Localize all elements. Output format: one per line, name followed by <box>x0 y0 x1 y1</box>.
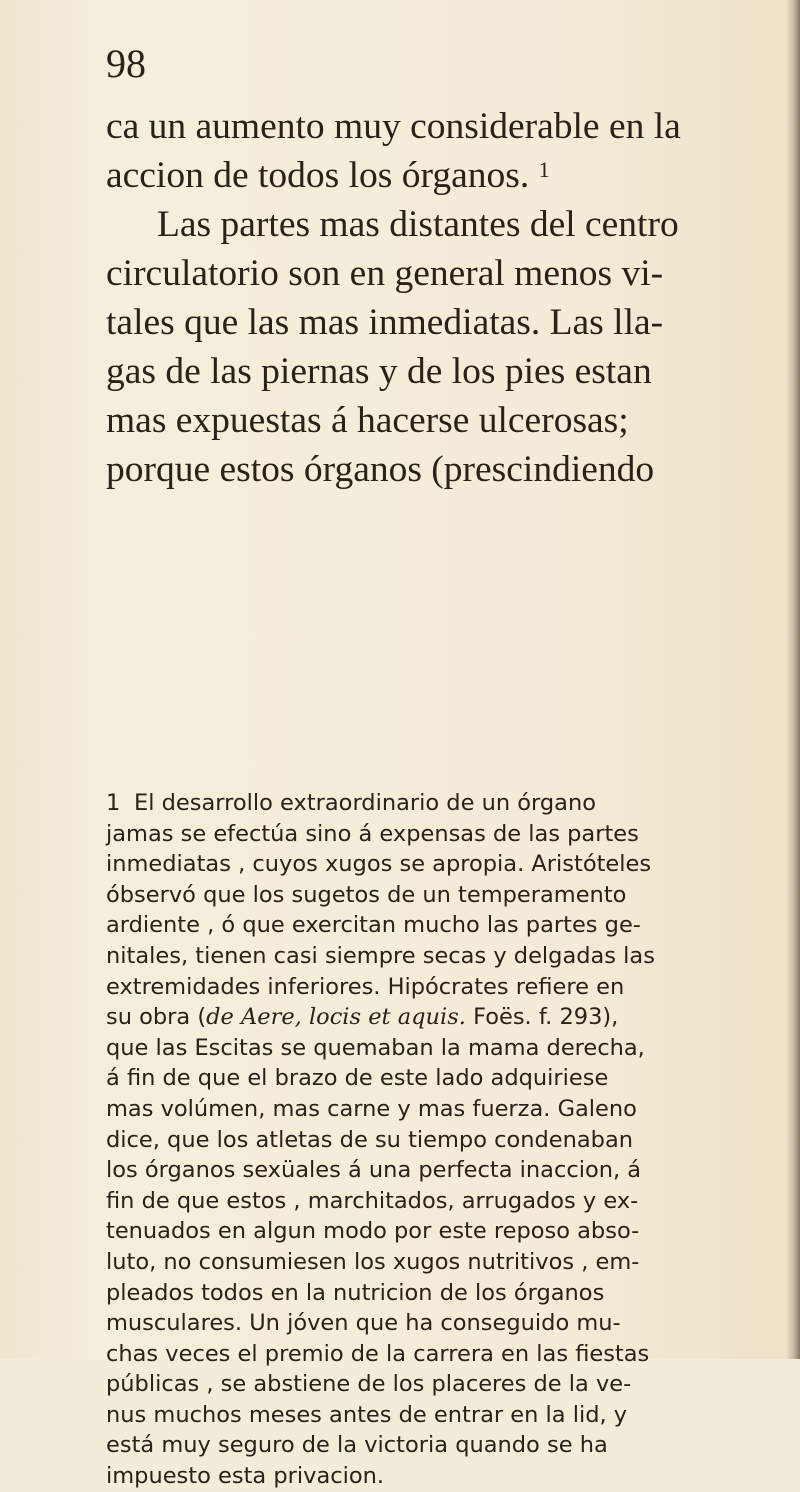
footnote-line <box>106 1002 766 1033</box>
main-text-line: ca un aumento muy considerable en la <box>106 106 681 147</box>
footnote-reference: 1 <box>538 157 550 182</box>
main-text-line: Las partes mas distantes del centro <box>157 204 679 245</box>
main-text-line: mas expuestas á hacerse ulcerosas; <box>106 400 629 441</box>
main-text-line: tales que las mas inmediatas. Las lla- <box>106 302 664 343</box>
footnote-line: á fin de que el brazo de este lado adquiriese <box>106 1065 609 1092</box>
footnote-line: chas veces el premio de la carrera en las fiestas <box>106 1340 650 1367</box>
footnote-line: inmediatas , cuyos xugos se apropia. Aristóteles <box>106 851 652 878</box>
footnote-line: mas volúmen, mas carne y mas fuerza. Galeno <box>106 1095 637 1122</box>
footnote-marker: 1 <box>106 790 121 816</box>
footnote-line <box>106 788 766 819</box>
footnote-line: públicas , se abstiene de los placeres de la ve- <box>106 1371 632 1398</box>
footnote-line-content: El desarrollo extraordinario de un órgano <box>134 790 596 816</box>
footnote-line: está muy seguro de la victoria quando se ha <box>106 1432 608 1459</box>
main-text-block <box>106 102 756 494</box>
footnote-line-content: su obra ( <box>106 1004 207 1031</box>
footnote-line: nus muchos meses antes de entrar en la lid, y <box>106 1401 628 1428</box>
page-edge-shadow <box>786 0 800 1359</box>
footnote-line: óbservó que los sugetos de un temperamento <box>106 881 627 908</box>
footnote-line: pleados todos en la nutricion de los órganos <box>106 1279 605 1306</box>
main-text-line-content: accion de todos los órganos. <box>106 155 530 196</box>
footnote-line: musculares. Un jóven que ha conseguido mu- <box>106 1310 621 1337</box>
footnote-line: nitales, tienen casi siempre secas y delgadas las <box>106 942 655 969</box>
footnote-line: jamas se efectúa sino á expensas de las partes <box>106 820 639 847</box>
main-text-line: circulatorio son en general menos vi- <box>106 253 664 294</box>
footnote-line: extremidades inferiores. Hipócrates refiere en <box>106 973 625 1000</box>
footnote-line: impuesto esta privacion. <box>106 1463 385 1490</box>
footnote-line: que las Escitas se quemaban la mama derecha, <box>106 1034 645 1061</box>
footnote-line-content: Foës. f. 293), <box>465 1004 619 1031</box>
footnote-block <box>106 788 766 1492</box>
footnote-line: los órganos sexüales á una perfecta inaccion, á <box>106 1157 642 1184</box>
main-text-line <box>106 151 756 200</box>
main-text-line: gas de las piernas y de los pies estan <box>106 351 652 392</box>
footnote-line: fin de que estos , marchitados, arrugados y ex- <box>106 1187 639 1214</box>
footnote-line: tenuados en algun modo por este reposo abso- <box>106 1218 640 1245</box>
footnote-line: dice, que los atletas de su tiempo condenaban <box>106 1126 634 1153</box>
main-text-line: porque estos órganos (prescindiendo <box>106 449 655 490</box>
footnote-line: ardiente , ó que exercitan mucho las partes ge- <box>106 912 641 939</box>
page-number: 98 <box>106 41 146 86</box>
cited-work-title: de Aere, locis et aquis. <box>206 1004 466 1031</box>
footnote-line: luto, no consumiesen los xugos nutritivos , em- <box>106 1248 640 1275</box>
